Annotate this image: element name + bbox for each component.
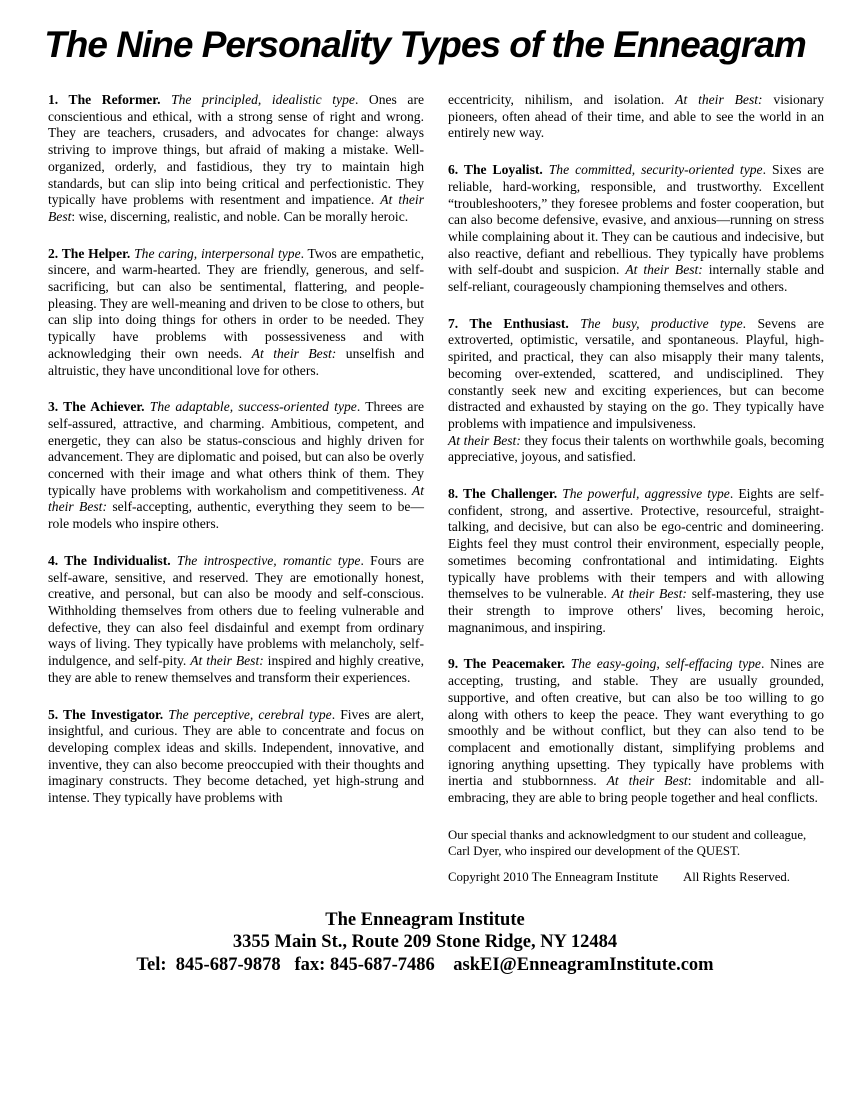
footer-address: 3355 Main St., Route 209 Stone Ridge, NY 12484 [232, 932, 618, 953]
footer-contact: Tel: 845-687-9878 fax: 845-687-7486 askEI@EnneagramInstitute.com [136, 954, 714, 975]
type-name: 3. The Achiever. [48, 399, 150, 415]
body-text: they focus their talents on worthwhile goals, becoming appreciative, joyous, and satisfied. [448, 432, 824, 465]
footer-org-name: The Enneagram Institute [325, 909, 525, 930]
emphasis-text: At their Best [48, 192, 424, 224]
emphasis-text: The caring, interpersonal type [134, 245, 301, 261]
body-text: : wise, discerning, realistic, and noble. Can be morally heroic. [71, 208, 409, 224]
emphasis-text: At their Best: [190, 653, 264, 669]
body-text: unselfish and altruistic, they have unconditional love for others. [48, 345, 424, 378]
emphasis-text: At their Best: [675, 92, 763, 107]
type-section [448, 486, 824, 636]
type-section [448, 656, 824, 806]
emphasis-text: At their Best: [48, 482, 424, 515]
type-section [48, 399, 424, 533]
type-name: 6. The Loyalist. [448, 162, 549, 178]
type-name: 4. The Individualist. [48, 552, 177, 568]
emphasis-text: The easy-going, self-effacing type [570, 656, 761, 672]
emphasis-text: The adaptable, success-oriented type [149, 399, 357, 415]
body-text: self-mastering, they use their strength to improve others' lives, becoming heroic, magnanimous, and inspiring. [448, 586, 824, 635]
body-text: . Threes are self-assured, attractive, and charming. Ambitious, competent, and energetic, they can also be status-conscious and highly driven for advancement. They are diplomatic and poised, but can also be overly concerned with their image and what others think of them. They typically have problems with workaholism and competitiveness. [48, 399, 425, 498]
body-text: Our special thanks and acknowledgment to our student and colleague, Carl Dyer, who inspired our development of the QUEST. [448, 827, 807, 858]
emphasis-text: The principled, idealistic type [171, 92, 355, 107]
emphasis-text: At their Best: [251, 345, 337, 361]
body-text: visionary pioneers, often ahead of their time, and able to see the world in an entirely new way. [448, 92, 824, 141]
body-text: inspired and highly creative, they are able to renew themselves and transform their experiences. [48, 653, 425, 685]
emphasis-text: At their Best [606, 773, 688, 789]
body-text: . Sixes are reliable, hard-working, responsible, and trustworthy. Excellent “troubleshooters,” they foresee problems and foster cooperation, but can also become defensive, evasive, and anxious—running on stress while complaining about it. They can be cautious and indecisive, but also reactive, defiant and rebellious. They typically have problems with self-doubt and suspicion. [448, 162, 824, 278]
emphasis-text: The busy, productive type [580, 315, 743, 331]
section-continuation [448, 92, 824, 142]
right-column [448, 92, 824, 885]
body-columns [0, 92, 850, 885]
copyright-text: Copyright 2010 The Enneagram Institute [448, 869, 659, 884]
emphasis-text: At their Best: [625, 262, 703, 278]
body-text: . Fives are alert, insightful, and curious. They are able to concentrate and focus on developing complex ideas and skills. Independent, innovative, and inventive, they can also become preoccupied with their thoughts and imaginary constructs. They become detached, yet high-strung and intense. They typically have problems with [48, 706, 424, 806]
type-name: 5. The Investigator. [48, 706, 169, 722]
copyright-line [448, 869, 824, 885]
emphasis-text: At their Best: [611, 586, 687, 602]
left-column [48, 92, 424, 885]
type-section [448, 316, 824, 466]
type-name: 7. The Enthusiast. [448, 315, 581, 331]
type-section [48, 246, 424, 380]
type-section [48, 707, 424, 807]
emphasis-text: The introspective, romantic type [176, 552, 361, 568]
type-section [448, 162, 824, 296]
type-name: 8. The Challenger. [448, 486, 563, 502]
type-name: 1. The Reformer. [48, 92, 172, 107]
body-text: . Ones are conscientious and ethical, with a strong sense of right and wrong. They are teachers, crusaders, and advocates for change: always striving to improve things, but afraid of making a mistake. Well-organized, orderly, and fastidious, they try to maintain high standards, but can slip into being critical and perfectionistic. They typically have problems with resentment and impatience. [48, 92, 425, 208]
rights-reserved-text: All Rights Reserved. [683, 869, 790, 884]
page-title: The Nine Personality Types of the Enneagram [44, 24, 806, 65]
body-text: eccentricity, nihilism, and isolation. [448, 92, 676, 107]
body-text: . Sevens are extroverted, optimistic, versatile, and spontaneous. Playful, high-spirited, and practical, they can also misapply their many talents, becoming over-extended, scattered, and undisciplined. They constantly seek new and exciting experiences, but can become distracted and exhausted by staying on the go. They typically have problems with impatience and impulsiveness. [448, 315, 824, 431]
body-text: . Fours are self-aware, sensitive, and reserved. They are emotionally honest, creative, and personal, but can also be moody and self-conscious. Withholding themselves from others due to feeling vulnerable and defective, they can also feel disdainful and exempt from ordinary ways of living. They typically have problems with melancholy, self-indulgence, and self-pity. [48, 552, 424, 669]
body-text: self-accepting, authentic, everything they seem to be—role models who inspire others. [48, 499, 424, 532]
acknowledgment-note [448, 827, 824, 859]
body-text: . Twos are empathetic, sincere, and warm-hearted. They are friendly, generous, and self-sacrificing, but can also be sentimental, flattering, and people-pleasing. They are well-meaning and driven to be close to others, but can slip into doing things for others in order to be needed. They typically have problems with possessiveness and with acknowledging their own needs. [48, 245, 424, 361]
body-text: . Nines are accepting, trusting, and stable. They are usually grounded, supportive, and often creative, but can also be too willing to go along with others to keep the peace. They want everything to go smoothly and be without conflict, but they can also tend to be complacent and emotionally distant, simplifying problems and ignoring anything upsetting. They typically have problems with inertia and stubbornness. [448, 656, 824, 789]
footer [0, 909, 850, 977]
type-section [48, 92, 424, 226]
body-text: : indomitable and all-embracing, they are able to bring people together and heal conflicts. [448, 773, 825, 806]
emphasis-text: At their Best: [448, 432, 521, 448]
body-text: internally stable and self-reliant, courageously championing themselves and others. [448, 262, 825, 295]
emphasis-text: The perceptive, cerebral type [168, 706, 332, 722]
type-name: 9. The Peacemaker. [448, 656, 571, 672]
type-name: 2. The Helper. [48, 245, 135, 261]
emphasis-text: The committed, security-oriented type [548, 162, 763, 178]
type-section [48, 553, 424, 687]
emphasis-text: The powerful, aggressive type [562, 486, 730, 502]
body-text: . Eights are self-confident, strong, and assertive. Protective, resourceful, straight-talking, and decisive, but can also be ego-centric and domineering. Eights feel they must control their environment, especially people, sometimes becoming confrontational and intimidating. Eights typically have problems with their tempers and with allowing themselves to be vulnerable. [448, 486, 824, 602]
